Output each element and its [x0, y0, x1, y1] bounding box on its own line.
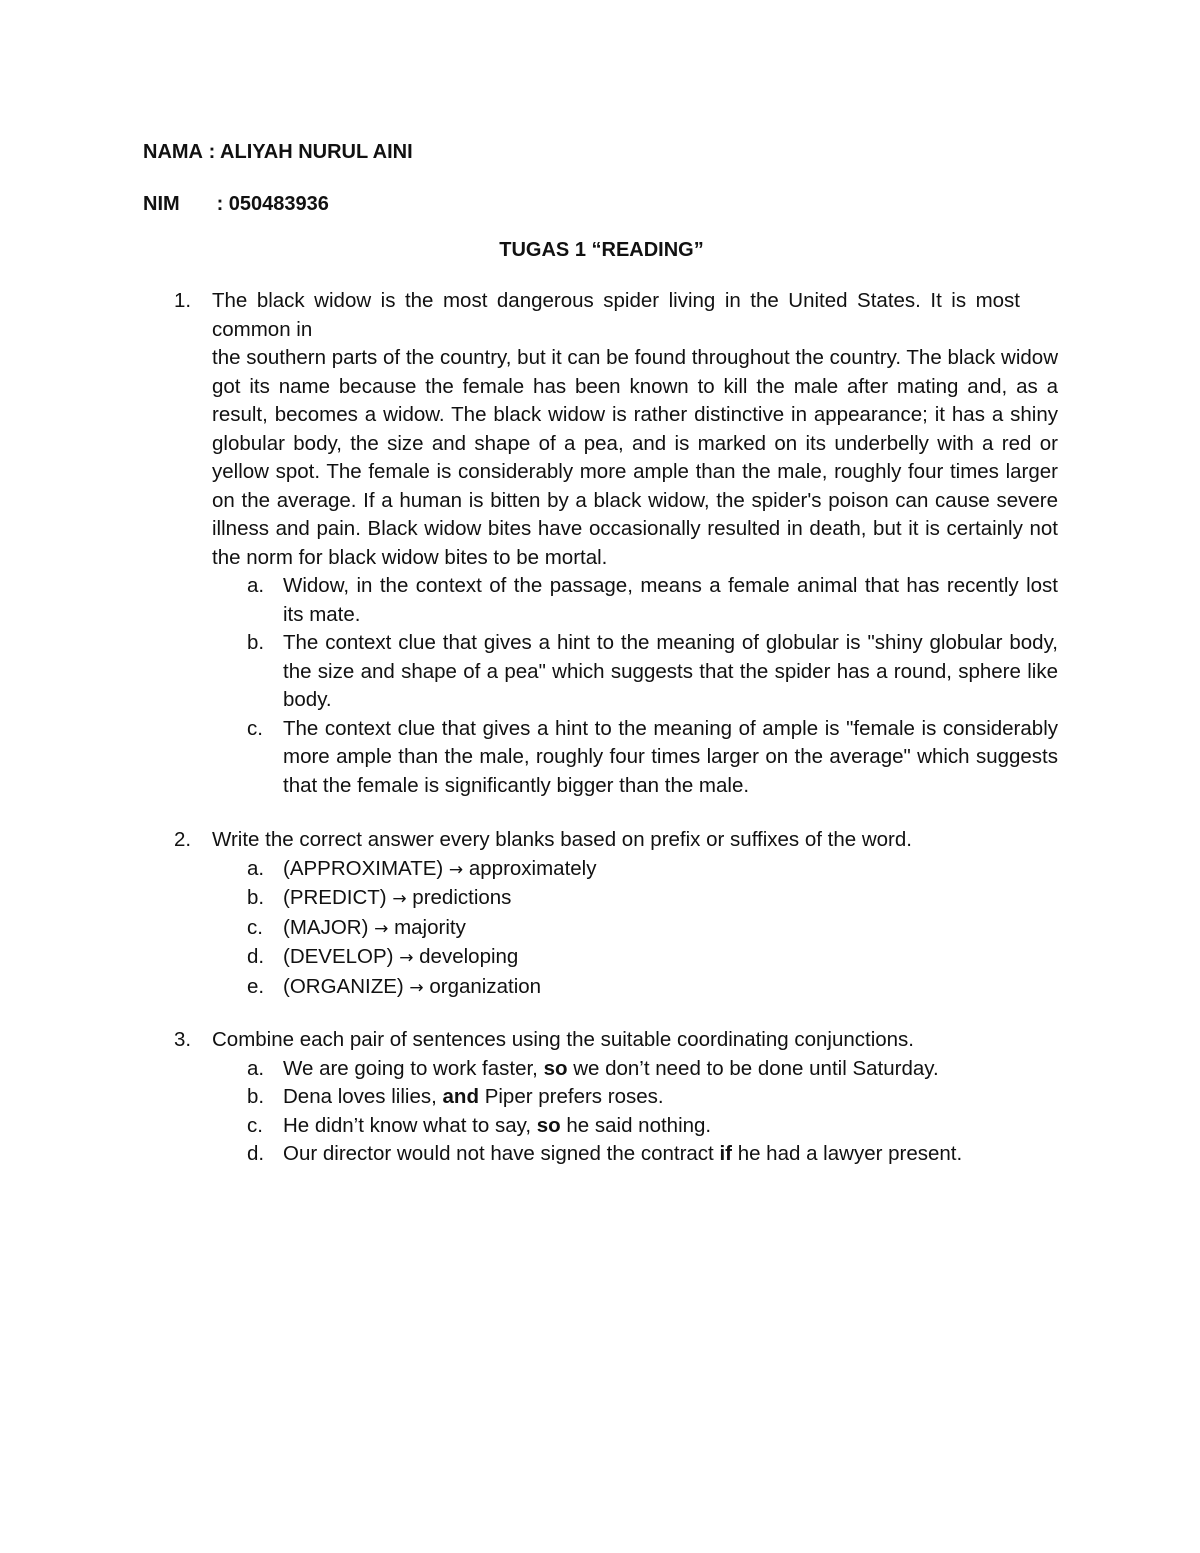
- sentence-start: He didn’t know what to say,: [283, 1113, 532, 1137]
- root-word: (PREDICT): [283, 886, 387, 909]
- arrow-icon: →: [409, 977, 424, 998]
- question-number: 2.: [174, 828, 192, 851]
- list-item: [247, 715, 1058, 801]
- document-title: TUGAS 1 “READING”: [499, 239, 704, 261]
- answer-word: predictions: [412, 886, 512, 909]
- item-letter: b.: [247, 886, 265, 909]
- nim-value: : 050483936: [216, 193, 329, 215]
- item-letter: a.: [247, 574, 265, 597]
- sentence-end: Piper prefers roses.: [484, 1085, 664, 1108]
- name-line: [143, 141, 413, 164]
- list-item: [247, 1055, 1058, 1084]
- nim-line: [143, 193, 329, 216]
- list-item: [247, 572, 1058, 629]
- item-letter: d.: [247, 1142, 265, 1165]
- passage-first-line: The black widow is the most dangerous spider living in the United States. It is most common in: [212, 289, 1020, 341]
- item-letter: c.: [247, 915, 263, 939]
- root-word: (APPROXIMATE): [283, 856, 444, 880]
- item-text: Widow, in the context of the passage, means a female animal that has recently lost its mate.: [283, 574, 1058, 626]
- conjunction: so: [543, 1056, 568, 1080]
- sentence-end: he said nothing.: [566, 1113, 712, 1137]
- item-letter: c.: [247, 716, 263, 740]
- question-number: 1.: [174, 289, 192, 312]
- list-item: [247, 973, 1058, 1003]
- list-item: [247, 855, 1058, 885]
- list-item: [247, 629, 1058, 715]
- item-letter: d.: [247, 945, 265, 968]
- root-word: (DEVELOP): [283, 945, 394, 968]
- answer-word: organization: [429, 974, 542, 998]
- conjunction: so: [536, 1113, 561, 1137]
- list-item: [247, 884, 1058, 914]
- item-letter: b.: [247, 1085, 265, 1108]
- conjunction: and: [442, 1085, 479, 1108]
- name-value: : ALIYAH NURUL AINI: [208, 141, 413, 163]
- item-letter: a.: [247, 1056, 265, 1080]
- root-word: (MAJOR): [283, 915, 369, 939]
- question-prompt: Combine each pair of sentences using the suitable coordinating conjunctions.: [212, 1028, 914, 1051]
- question-2: [174, 826, 1058, 1002]
- item-text: The context clue that gives a hint to the meaning of ample is "female is considerably more ample than the male, roughly four times larger on the average" which suggests that the female is significantly bigger than the male.: [283, 716, 1058, 797]
- sentence-start: Dena loves lilies,: [283, 1085, 437, 1108]
- answer-word: approximately: [468, 856, 597, 880]
- answer-word: majority: [394, 915, 466, 939]
- arrow-icon: →: [399, 948, 414, 968]
- question-prompt: Write the correct answer every blanks based on prefix or suffixes of the word.: [212, 828, 912, 851]
- item-letter: a.: [247, 856, 265, 880]
- list-item: [247, 943, 1058, 973]
- arrow-icon: →: [392, 889, 407, 909]
- name-label: NAMA: [143, 141, 203, 163]
- arrow-icon: →: [448, 859, 464, 880]
- sentence-end: we don’t need to be done until Saturday.: [573, 1056, 939, 1080]
- answer-word: developing: [419, 945, 519, 968]
- root-word: (ORGANIZE): [283, 974, 404, 998]
- sentence-end: he had a lawyer present.: [737, 1142, 963, 1165]
- list-item: [247, 914, 1058, 944]
- item-letter: e.: [247, 974, 265, 998]
- question-3: [174, 1026, 1058, 1169]
- conjunction: if: [719, 1142, 732, 1165]
- arrow-icon: →: [374, 918, 389, 939]
- item-letter: c.: [247, 1113, 263, 1137]
- question-number: 3.: [174, 1028, 192, 1051]
- list-item: [247, 1083, 1058, 1112]
- sentence-start: We are going to work faster,: [283, 1056, 538, 1080]
- passage-text: the southern parts of the country, but it can be found throughout the country. The black widow got its name because the female has been known to kill the male after mating and, as a result, becomes a widow. The black widow is rather distinctive in appearance; it has a shiny globular body, the size and shape of a pea, and is marked on its underbelly with a red or yellow spot. The female is considerably more ample than the male, roughly four times larger on the average. If a human is bitten by a black widow, the spider's poison can cause severe illness and pain. Black widow bites have occasionally resulted in death, but it is certainly not the norm for black widow bites to be mortal.: [212, 346, 1058, 569]
- item-letter: b.: [247, 631, 265, 654]
- list-item: [247, 1140, 1058, 1169]
- nim-label: NIM: [143, 193, 180, 215]
- question-1: [174, 287, 1058, 800]
- item-text: The context clue that gives a hint to the meaning of globular is "shiny globular body, the size and shape of a pea" which suggests that the spider has a round, sphere like body.: [283, 631, 1058, 711]
- sentence-start: Our director would not have signed the contract: [283, 1142, 714, 1165]
- list-item: [247, 1112, 1058, 1141]
